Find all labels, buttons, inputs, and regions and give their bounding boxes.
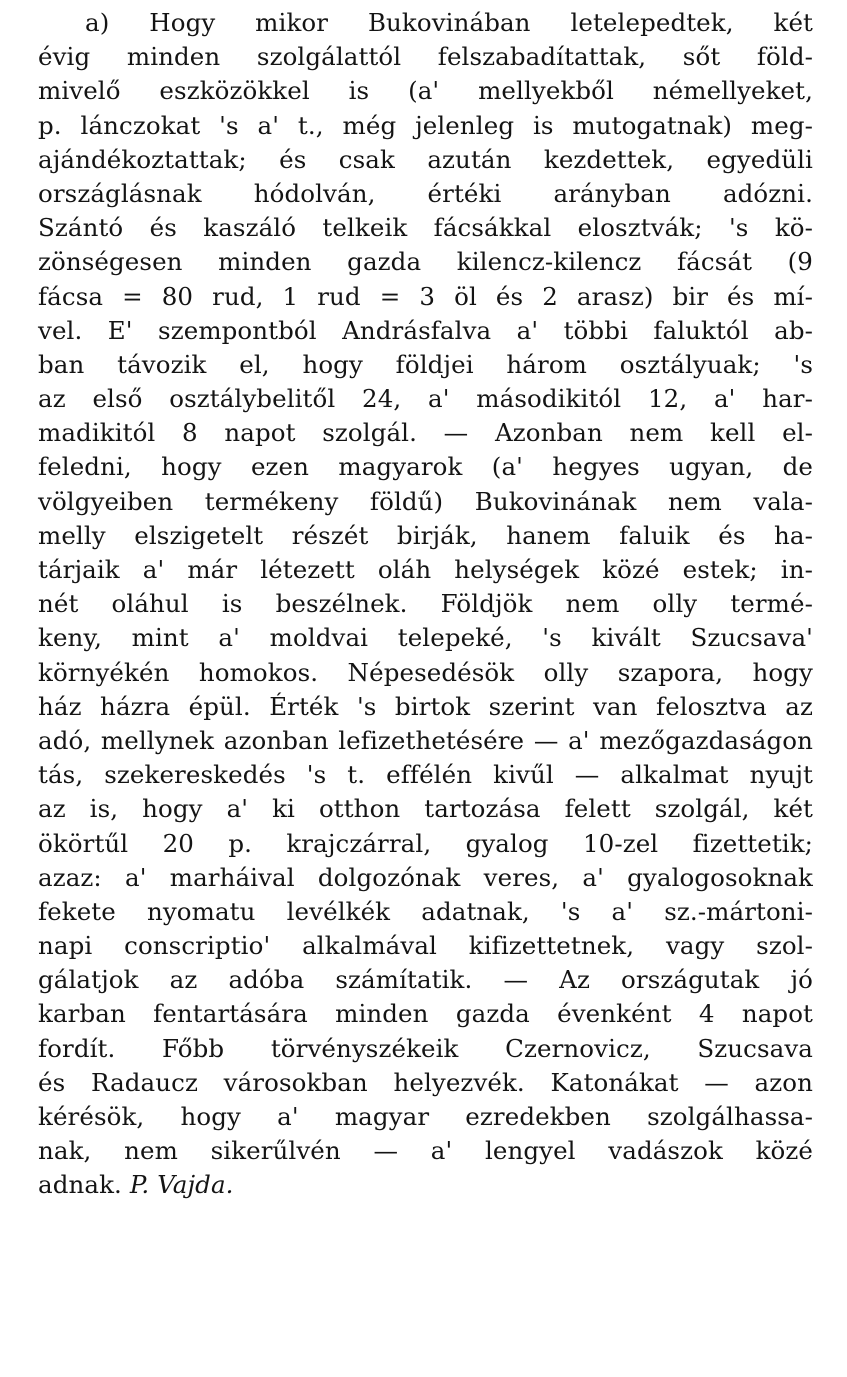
text-line: karban fentartására minden gazda évenként 4 napot (38, 999, 813, 1029)
text-line: nak, nem sikerűlvén — a' lengyel vadászok közé (38, 1136, 813, 1166)
text-line: napi conscriptio' alkalmával kifizettetnek, vagy szol- (38, 931, 813, 961)
text-line: a) Hogy mikor Bukovinában letelepedtek, két (85, 8, 813, 37)
text-line: környékén homokos. Népesedésök olly szapora, hogy (38, 657, 813, 687)
text-line: ban távozik el, hogy földjei három osztályuak; 's (38, 349, 813, 379)
text-line: nét oláhul is beszélnek. Földjök nem olly termé- (38, 589, 813, 619)
text-line: tárjaik a' már létezett oláh helységek közé estek; in- (38, 555, 813, 584)
text-line: madikitól 8 napot szolgál. — Azonban nem kell el- (38, 418, 813, 448)
text-line: völgyeiben termékeny földű) Bukovinának nem vala- (38, 486, 813, 516)
body-text (38, 6, 813, 1203)
text-line-content: adnak. (38, 1170, 122, 1200)
text-line: országlásnak hódolván, értéki arányban adózni. (38, 178, 813, 208)
text-line: az is, hogy a' ki otthon tartozása felett szolgál, két (38, 794, 813, 824)
text-line: melly elszigetelt részét birják, hanem faluik és ha- (38, 520, 813, 550)
text-line: azaz: a' marháival dolgozónak veres, a' gyalogosoknak (38, 862, 813, 892)
text-line: fácsa = 80 rud, 1 rud = 3 öl és 2 arasz) bir és mí- (38, 281, 813, 311)
text-line: keny, mint a' moldvai telepeké, 's kivált Szucsava' (38, 623, 813, 653)
text-line: ökörtűl 20 p. krajczárral, gyalog 10-zel fizettetik; (38, 828, 813, 858)
text-line: ajándékoztattak; és csak azután kezdettek, egyedüli (38, 144, 813, 174)
text-line: Szántó és kaszáló telkeik fácsákkal elosztvák; 's kö- (38, 213, 813, 243)
text-line: az első osztálybelitől 24, a' másodikitól 12, a' har- (38, 384, 813, 414)
text-line: fordít. Főbb törvényszékeik Czernovicz, Szucsava (38, 1033, 813, 1063)
text-line: és Radaucz városokban helyezvék. Katonákat — azon (38, 1067, 813, 1097)
text-line: ház házra épül. Érték 's birtok szerint van felosztva az (38, 691, 813, 721)
text-line: vel. E' szempontból Andrásfalva a' többi faluktól ab- (38, 315, 813, 345)
text-line: p. lánczokat 's a' t., még jelenleg is mutogatnak) meg- (38, 110, 813, 140)
text-line: adó, mellynek azonban lefizethetésére — a' mezőgazdaságon (38, 725, 813, 755)
text-line: zönségesen minden gazda kilencz-kilencz fácsát (9 (38, 247, 813, 277)
text-line: mivelő eszközökkel is (a' mellyekből némellyeket, (38, 76, 813, 106)
author-signature: P. Vajda. (129, 1170, 234, 1200)
text-line: kérésök, hogy a' magyar ezredekben szolgálhassa- (38, 1102, 813, 1131)
text-line: gálatjok az adóba számítatik. — Az országutak jó (38, 965, 813, 995)
text-line: feledni, hogy ezen magyarok (a' hegyes ugyan, de (38, 452, 813, 482)
text-line (38, 1168, 813, 1202)
text-line: fekete nyomatu levélkék adatnak, 's a' sz.-mártoni- (38, 896, 813, 926)
text-line: tás, szekereskedés 's t. effélén kivűl — alkalmat nyujt (38, 760, 813, 790)
text-line: évig minden szolgálattól felszabadítattak, sőt föld- (38, 42, 813, 72)
